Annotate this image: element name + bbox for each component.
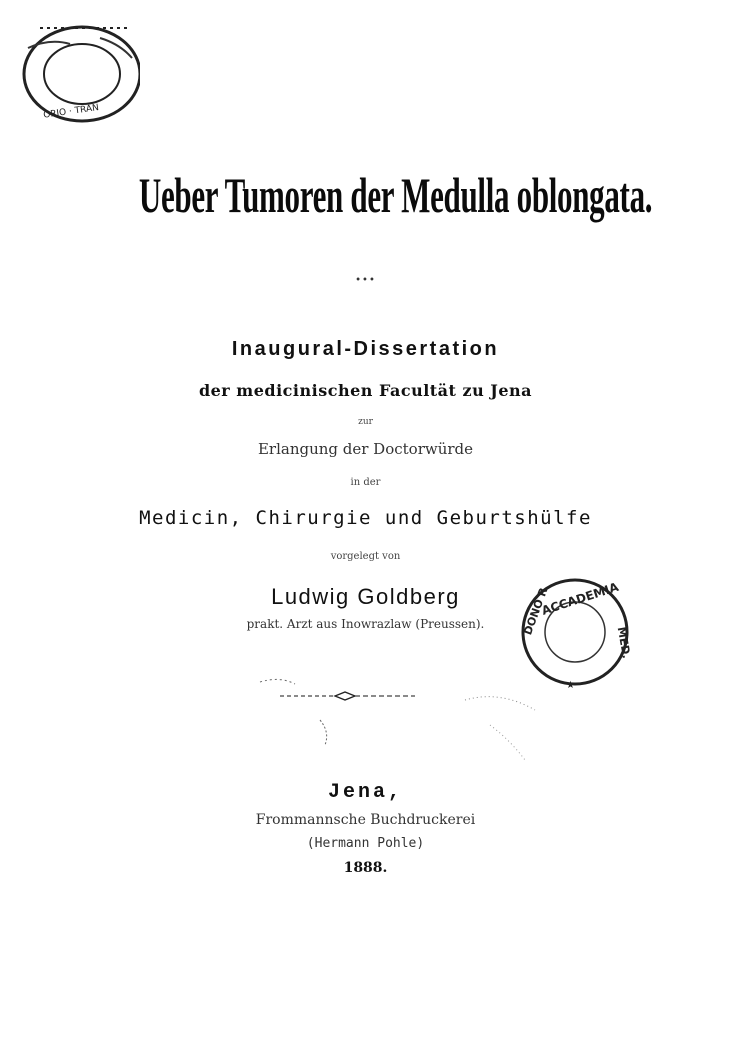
svg-text:ACCADEMIA: ACCADEMIA (539, 579, 621, 618)
author-affiliation: prakt. Arzt aus Inowrazlaw (Preussen). (246, 617, 485, 631)
vorgelegt-line: vorgelegt von (330, 551, 401, 562)
author-name: Ludwig Goldberg (271, 584, 460, 609)
faculty-line: der medicinischen Facultät zu Jena (198, 381, 533, 400)
library-stamp (10, 8, 140, 123)
svg-text:MED.: MED. (614, 625, 633, 660)
title-ornament: ••• (355, 275, 376, 286)
printer-name: Frommannsche Buchdruckerei (255, 812, 476, 828)
in-der-line: in der (350, 477, 381, 488)
decorative-ornament (240, 670, 540, 770)
erlangung-line: Erlangung der Doctorwürde (257, 440, 474, 458)
publication-city: Jena, (327, 781, 403, 804)
svg-text:★: ★ (566, 680, 575, 691)
subjects-line: Medicin, Chirurgie und Geburtshülfe (139, 507, 592, 529)
svg-text:DONO R: DONO R (521, 585, 551, 637)
svg-text:ORIO · TRAN: ORIO · TRAN (42, 103, 100, 121)
zur-line: zur (358, 417, 373, 427)
page-title: Ueber Tumoren der Medulla oblongata. (138, 167, 653, 223)
publication-year: 1888. (343, 860, 388, 876)
printer-owner: (Hermann Pohle) (306, 836, 425, 851)
dissertation-heading: Inaugural-Dissertation (231, 338, 500, 360)
